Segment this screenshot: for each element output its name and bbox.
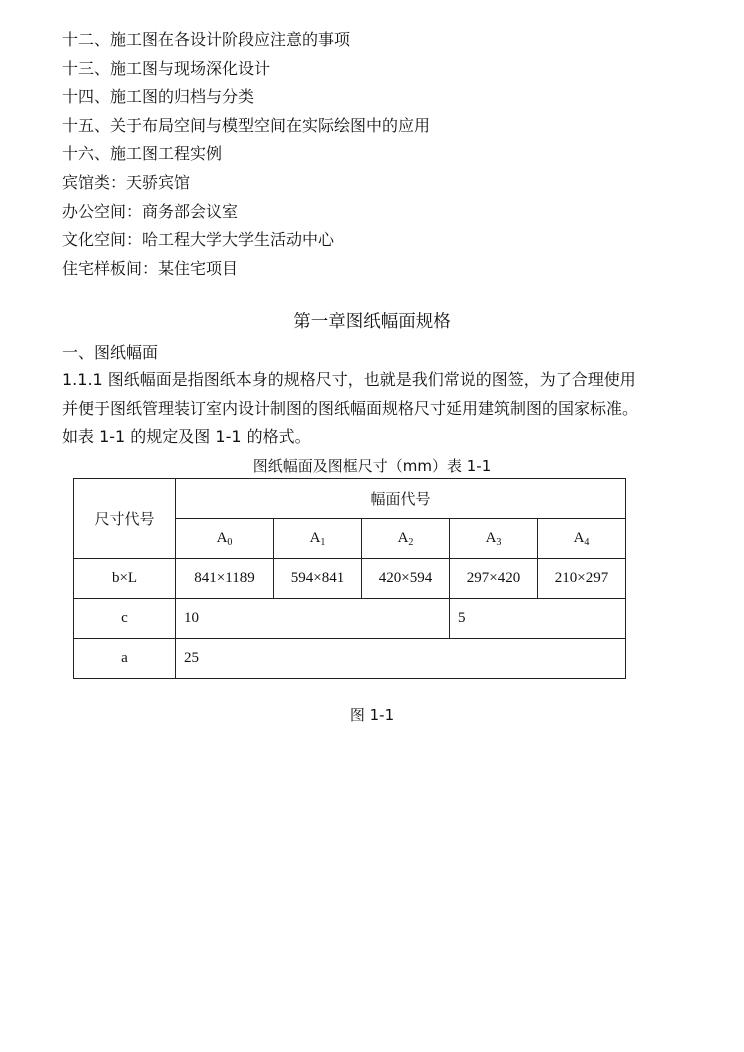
paragraph-line: 如表 1-1 的规定及图 1-1 的格式。 <box>62 427 311 446</box>
group-header-cell: 幅面代号 <box>176 479 626 519</box>
table-row <box>74 599 626 639</box>
toc-item: 宾馆类：天骄宾馆 <box>62 172 191 192</box>
toc-item: 文化空间：哈工程大学大学生活动中心 <box>62 230 335 250</box>
table-of-contents <box>62 26 430 283</box>
toc-item: 十三、施工图与现场深化设计 <box>62 58 271 78</box>
toc-item: 十四、施工图的归档与分类 <box>62 87 255 107</box>
table-cell: 5 <box>450 599 626 639</box>
table-cell: 25 <box>176 639 626 679</box>
row-label-cell: b×L <box>74 559 176 599</box>
toc-item: 十六、施工图工程实例 <box>62 144 223 164</box>
size-header-cell: $A_4$ <box>538 519 626 559</box>
toc-item: 办公空间：商务部会议室 <box>62 201 239 221</box>
body-paragraph <box>62 366 692 452</box>
row-label-cell: a <box>74 639 176 679</box>
paragraph-line: 并便于图纸管理装订室内设计制图的图纸幅面规格尺寸延用建筑制图的国家标准。 <box>62 398 639 418</box>
table-row <box>74 559 626 599</box>
table-cell: 841×1189 <box>176 559 274 599</box>
row-header-cell: 尺寸代号 <box>74 479 176 559</box>
table-cell: 10 <box>176 599 450 639</box>
chapter-title: 第一章图纸幅面规格 <box>293 312 451 332</box>
size-header-cell: $A_0$ <box>176 519 274 559</box>
toc-item: 十五、关于布局空间与模型空间在实际绘图中的应用 <box>62 115 431 135</box>
figure-caption: 图 1-1 <box>349 706 395 724</box>
section-heading: 一、图纸幅面 <box>62 343 159 362</box>
toc-item: 十二、施工图在各设计阶段应注意的事项 <box>62 30 351 49</box>
table-row <box>74 639 626 679</box>
size-header-cell: $A_2$ <box>362 519 450 559</box>
size-header-cell: $A_1$ <box>274 519 362 559</box>
size-header-cell: $A_3$ <box>450 519 538 559</box>
row-label-cell: c <box>74 599 176 639</box>
paragraph-line: 1.1.1 图纸幅面是指图纸本身的规格尺寸，也就是我们常说的图签，为了合理使用 <box>62 370 636 389</box>
table-cell: 210×297 <box>538 559 626 599</box>
table-cell: 594×841 <box>274 559 362 599</box>
paper-size-table <box>73 478 626 679</box>
table-row <box>74 479 626 519</box>
table-cell: 420×594 <box>362 559 450 599</box>
table-cell: 297×420 <box>450 559 538 599</box>
toc-item: 住宅样板间：某住宅项目 <box>62 258 239 278</box>
table-caption: 图纸幅面及图框尺寸（mm）表 1-1 <box>252 457 492 475</box>
